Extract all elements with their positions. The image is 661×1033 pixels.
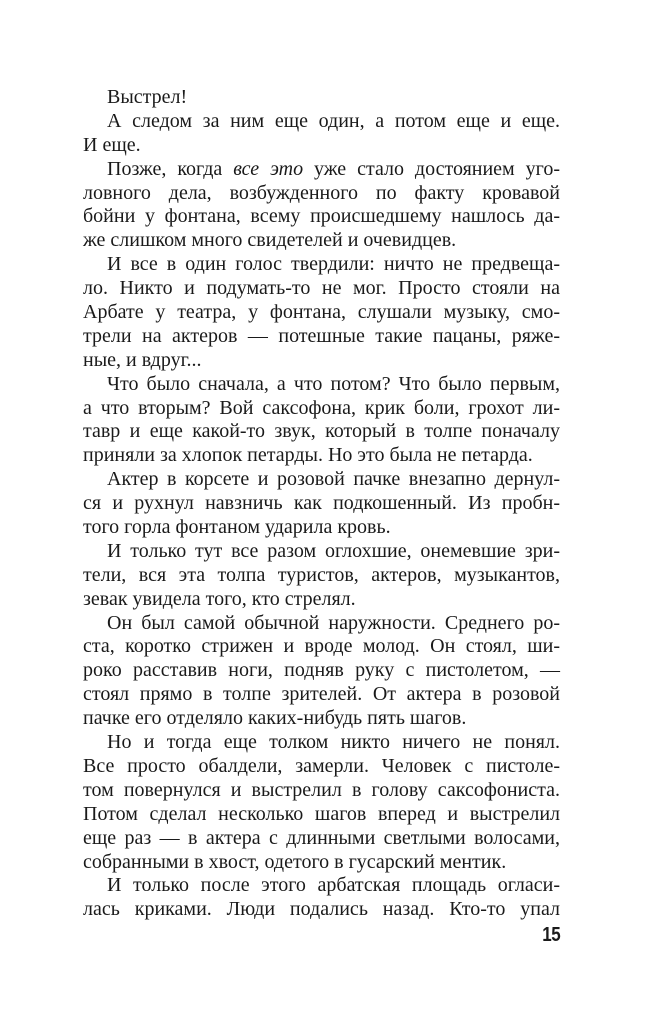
text-line: собранными в хвост, одетого в гусарский ментик. [83, 850, 507, 873]
text-line: а что вторым? Вой саксофона, крик боли, грохот ли- [83, 396, 560, 419]
text-line: же слишком много свидетелей и очевидцев. [83, 229, 457, 252]
text-line: роко расставив ноги, подняв руку с пистолетом, — [83, 659, 560, 682]
text-line: зевак увидела того, кто стрелял. [83, 587, 356, 610]
emphasis-text: все это [233, 157, 304, 180]
paragraph-first-line: И только тут все разом оглохшие, онемевшие зри- [107, 539, 560, 562]
text-line: пачке его отделяло каких-нибудь пять шагов. [83, 707, 467, 730]
text-line: приняли за хлопок петарды. Но это была не петарда. [83, 444, 533, 467]
text-line: ся и рухнул навзничь как подкошенный. Из пробн- [83, 492, 560, 515]
text-line: ста, коротко стрижен и вроде молод. Он стоял, ши- [83, 635, 560, 658]
paragraph-first-line: Актер в корсете и розовой пачке внезапно дернул- [107, 468, 560, 491]
paragraph-first-line: Позже, когда все это уже стало достоянием уго- [107, 157, 561, 180]
text-line: И еще. [83, 133, 141, 156]
text-line: лась криками. Люди подались назад. Кто-то упал [83, 898, 560, 921]
text-line: ло. Никто и подумать-то не мог. Просто стояли на [83, 277, 560, 300]
text-line: трели на актеров — потешные такие пацаны, ряже- [83, 324, 560, 347]
text-line: ловного дела, возбужденного по факту кровавой [83, 181, 560, 204]
paragraph-first-line: А следом за ним еще один, а потом еще и еще. [107, 109, 560, 132]
page-number: 15 [541, 924, 560, 946]
paragraph-first-line: Он был самой обычной наружности. Среднего ро- [107, 611, 560, 634]
book-page-text [83, 86, 560, 922]
paragraph-first-line: И только после этого арбатская площадь огласи- [107, 874, 560, 897]
text-line: того горла фонтаном ударила кровь. [83, 516, 391, 539]
text-line: тели, вся эта толпа туристов, актеров, музыкантов, [83, 563, 560, 586]
text-line: Арбате у театра, у фонтана, слушали музыку, смо- [83, 301, 560, 324]
paragraph-first-line: Что было сначала, а что потом? Что было первым, [107, 372, 560, 395]
text-line: еще раз — в актера с длинными светлыми волосами, [83, 826, 560, 849]
text-line: ные, и вдруг... [83, 348, 202, 371]
text-line: Потом сделал несколько шагов вперед и выстрелил [83, 802, 560, 825]
text-line: Все просто обалдели, замерли. Человек с пистоле- [83, 754, 560, 777]
text-line: тавр и еще какой-то звук, который в толпе поначалу [83, 420, 560, 443]
paragraph-first-line: И все в один голос твердили: ничто не предвеща- [107, 253, 560, 276]
paragraph-first-line: Выстрел! [107, 86, 188, 108]
text-line: бойни у фонтана, всему происшедшему нашлось да- [83, 205, 560, 228]
paragraph-first-line: Но и тогда еще толком никто ничего не понял. [107, 731, 560, 754]
text-line: том повернулся и выстрелил в голову саксофониста. [83, 778, 560, 801]
text-line: стоял прямо в толпе зрителей. От актера в розовой [83, 683, 560, 706]
